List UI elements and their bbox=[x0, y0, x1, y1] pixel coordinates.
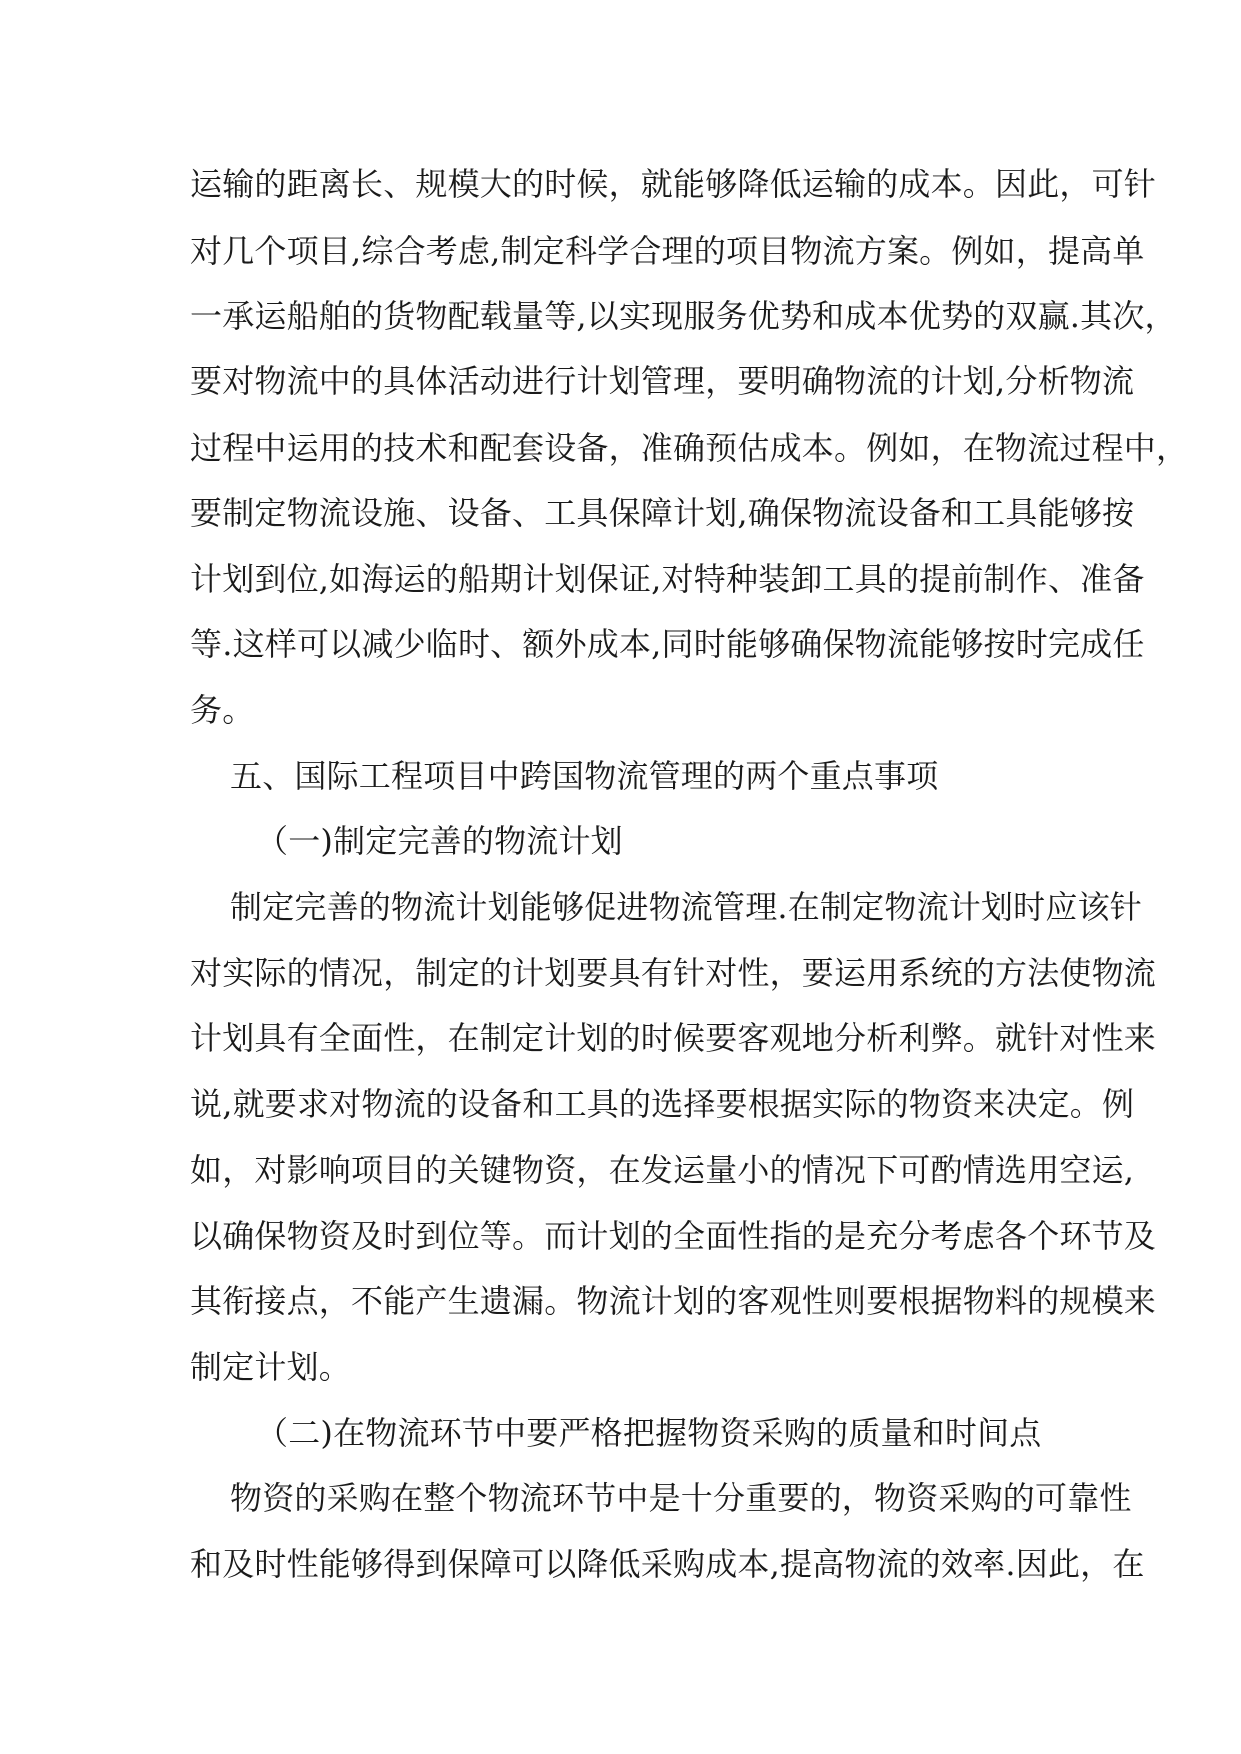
body-text-line: 对实际的情况，制定的计划要具有针对性，要运用系统的方法使物流 bbox=[190, 954, 1157, 992]
body-text-line: 物资的采购在整个物流环节中是十分重要的，物资采购的可靠性 bbox=[230, 1479, 1132, 1517]
body-text-line: 要制定物流设施、设备、工具保障计划,确保物流设备和工具能够按 bbox=[190, 494, 1135, 532]
body-text-line: 务。 bbox=[190, 691, 255, 729]
body-text-line: 运输的距离长、规模大的时候，就能够降低运输的成本。因此，可针 bbox=[190, 165, 1157, 203]
body-text-line: 如，对影响项目的关键物资，在发运量小的情况下可酌情选用空运, bbox=[190, 1151, 1135, 1189]
body-text-line: 计划到位,如海运的船期计划保证,对特种装卸工具的提前制作、准备 bbox=[190, 560, 1145, 598]
body-text-line: 要对物流中的具体活动进行计划管理，要明确物流的计划,分析物流 bbox=[190, 362, 1135, 400]
body-text-line: 其衔接点，不能产生遗漏。物流计划的客观性则要根据物料的规模来 bbox=[190, 1282, 1157, 1320]
body-text-line: 制定计划。 bbox=[190, 1348, 352, 1386]
section-heading: 五、国际工程项目中跨国物流管理的两个重点事项 bbox=[230, 757, 939, 795]
body-text-line: 说,就要求对物流的设备和工具的选择要根据实际的物资来决定。例 bbox=[190, 1085, 1135, 1123]
body-text-line: 制定完善的物流计划能够促进物流管理.在制定物流计划时应该针 bbox=[230, 888, 1142, 926]
body-text-line: 计划具有全面性，在制定计划的时候要客观地分析利弊。就针对性来 bbox=[190, 1019, 1157, 1057]
body-text-line: 等.这样可以减少临时、额外成本,同时能够确保物流能够按时完成任 bbox=[190, 625, 1145, 663]
body-text-line: 过程中运用的技术和配套设备，准确预估成本。例如，在物流过程中， bbox=[190, 429, 1189, 467]
body-text-line: 对几个项目,综合考虑,制定科学合理的项目物流方案。例如，提高单 bbox=[190, 232, 1145, 270]
body-text-line: 一承运船舶的货物配载量等,以实现服务优势和成本优势的双赢.其次， bbox=[190, 297, 1177, 335]
subsection-heading: （一)制定完善的物流计划 bbox=[256, 822, 623, 860]
subsection-heading: （二)在物流环节中要严格把握物资采购的质量和时间点 bbox=[256, 1414, 1042, 1452]
body-text-line: 以确保物资及时到位等。而计划的全面性指的是充分考虑各个环节及 bbox=[190, 1217, 1157, 1255]
body-text-line: 和及时性能够得到保障可以降低采购成本,提高物流的效率.因此，在 bbox=[190, 1545, 1145, 1583]
